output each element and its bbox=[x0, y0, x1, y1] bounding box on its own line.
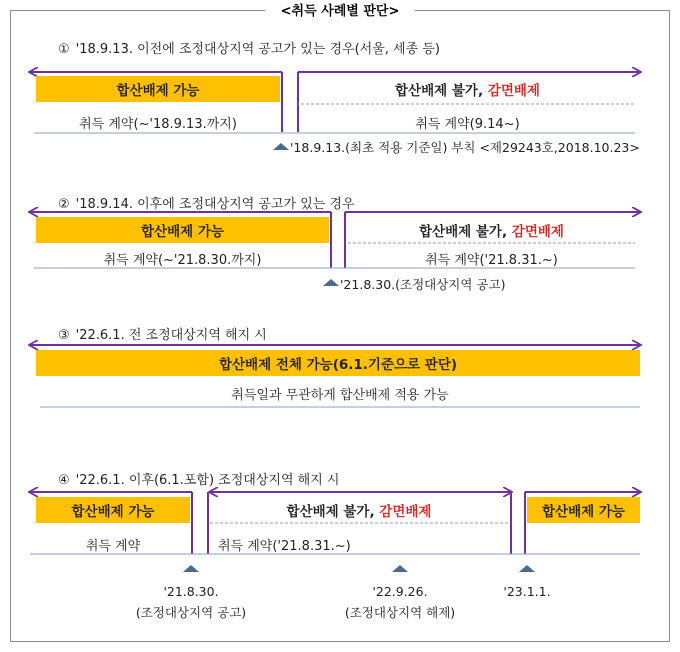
s4-heading bbox=[58, 469, 339, 488]
s4-right-bar: 합산배제 가능 bbox=[527, 497, 640, 523]
s3-bar: 합산배제 전체 가능(6.1.기준으로 판단) bbox=[36, 350, 640, 376]
s3-heading-text: '22.6.1. 전 조정대상지역 해지 시 bbox=[75, 328, 267, 343]
s3-sub: 취득일과 무관하게 합산배제 적용 가능 bbox=[231, 388, 449, 403]
s2-marker bbox=[323, 279, 339, 286]
s1-heading-num: ① bbox=[58, 42, 70, 57]
s1-marker-note: '18.9.13.(최초 적용 기준일) 부칙 <제29243호,2018.10.23> bbox=[290, 140, 640, 155]
s4-marker-2 bbox=[392, 565, 408, 572]
s4-marker-3-date: '23.1.1. bbox=[503, 584, 551, 599]
s4-left-bar: 합산배제 가능 bbox=[36, 497, 190, 523]
s1-right-sub: 취득 계약(9.14~) bbox=[415, 117, 520, 132]
s1-left-bar: 합산배제 가능 bbox=[36, 76, 280, 102]
s3-heading-num: ③ bbox=[58, 328, 70, 343]
s2-left-bar: 합산배제 가능 bbox=[36, 217, 329, 243]
s4-mid-label-text: 합산배제 불가, bbox=[286, 504, 375, 520]
s2-heading-num: ② bbox=[58, 197, 70, 212]
s2-right-label bbox=[348, 217, 635, 243]
diagram-title: <취득 사례별 판단> bbox=[265, 2, 415, 22]
s3-heading bbox=[58, 324, 267, 343]
s2-right-label-red: 감면배제 bbox=[511, 224, 564, 240]
s4-marker-2-desc: (조정대상지역 해제) bbox=[344, 605, 456, 620]
s1-marker bbox=[273, 143, 289, 150]
s1-heading bbox=[58, 38, 440, 57]
s1-right-label-text: 합산배제 불가, bbox=[395, 83, 484, 99]
s4-mid-label-red: 감면배제 bbox=[379, 504, 432, 520]
s2-right-sub: 취득 계약('21.8.31.~) bbox=[425, 253, 558, 268]
s4-mid-label bbox=[210, 497, 508, 523]
s1-right-label bbox=[300, 76, 635, 102]
s1-left-sub: 취득 계약(~'18.9.13.까지) bbox=[79, 117, 237, 132]
s4-left-sub: 취득 계약 bbox=[85, 539, 141, 554]
s4-marker-3 bbox=[519, 565, 535, 572]
s4-marker-1 bbox=[183, 565, 199, 572]
s1-right-label-red: 감면배제 bbox=[487, 83, 540, 99]
s2-heading-text: '18.9.14. 이후에 조정대상지역 공고가 있는 경우 bbox=[75, 197, 355, 212]
s2-marker-note: '21.8.30.(조정대상지역 공고) bbox=[340, 277, 506, 292]
s2-left-sub: 취득 계약(~'21.8.30.까지) bbox=[103, 253, 262, 268]
s4-mid-sub: 취득 계약('21.8.31.~) bbox=[218, 539, 351, 554]
s2-right-label-text: 합산배제 불가, bbox=[419, 224, 508, 240]
s1-heading-text: '18.9.13. 이전에 조정대상지역 공고가 있는 경우(서울, 세종 등) bbox=[75, 42, 440, 57]
s4-marker-1-desc: (조정대상지역 공고) bbox=[135, 605, 247, 620]
s4-heading-num: ④ bbox=[58, 473, 70, 488]
s4-heading-text: '22.6.1. 이후(6.1.포함) 조정대상지역 해지 시 bbox=[75, 473, 340, 488]
s2-heading bbox=[58, 193, 355, 212]
s4-marker-1-date: '21.8.30. bbox=[163, 584, 219, 599]
s4-marker-2-date: '22.9.26. bbox=[372, 584, 428, 599]
